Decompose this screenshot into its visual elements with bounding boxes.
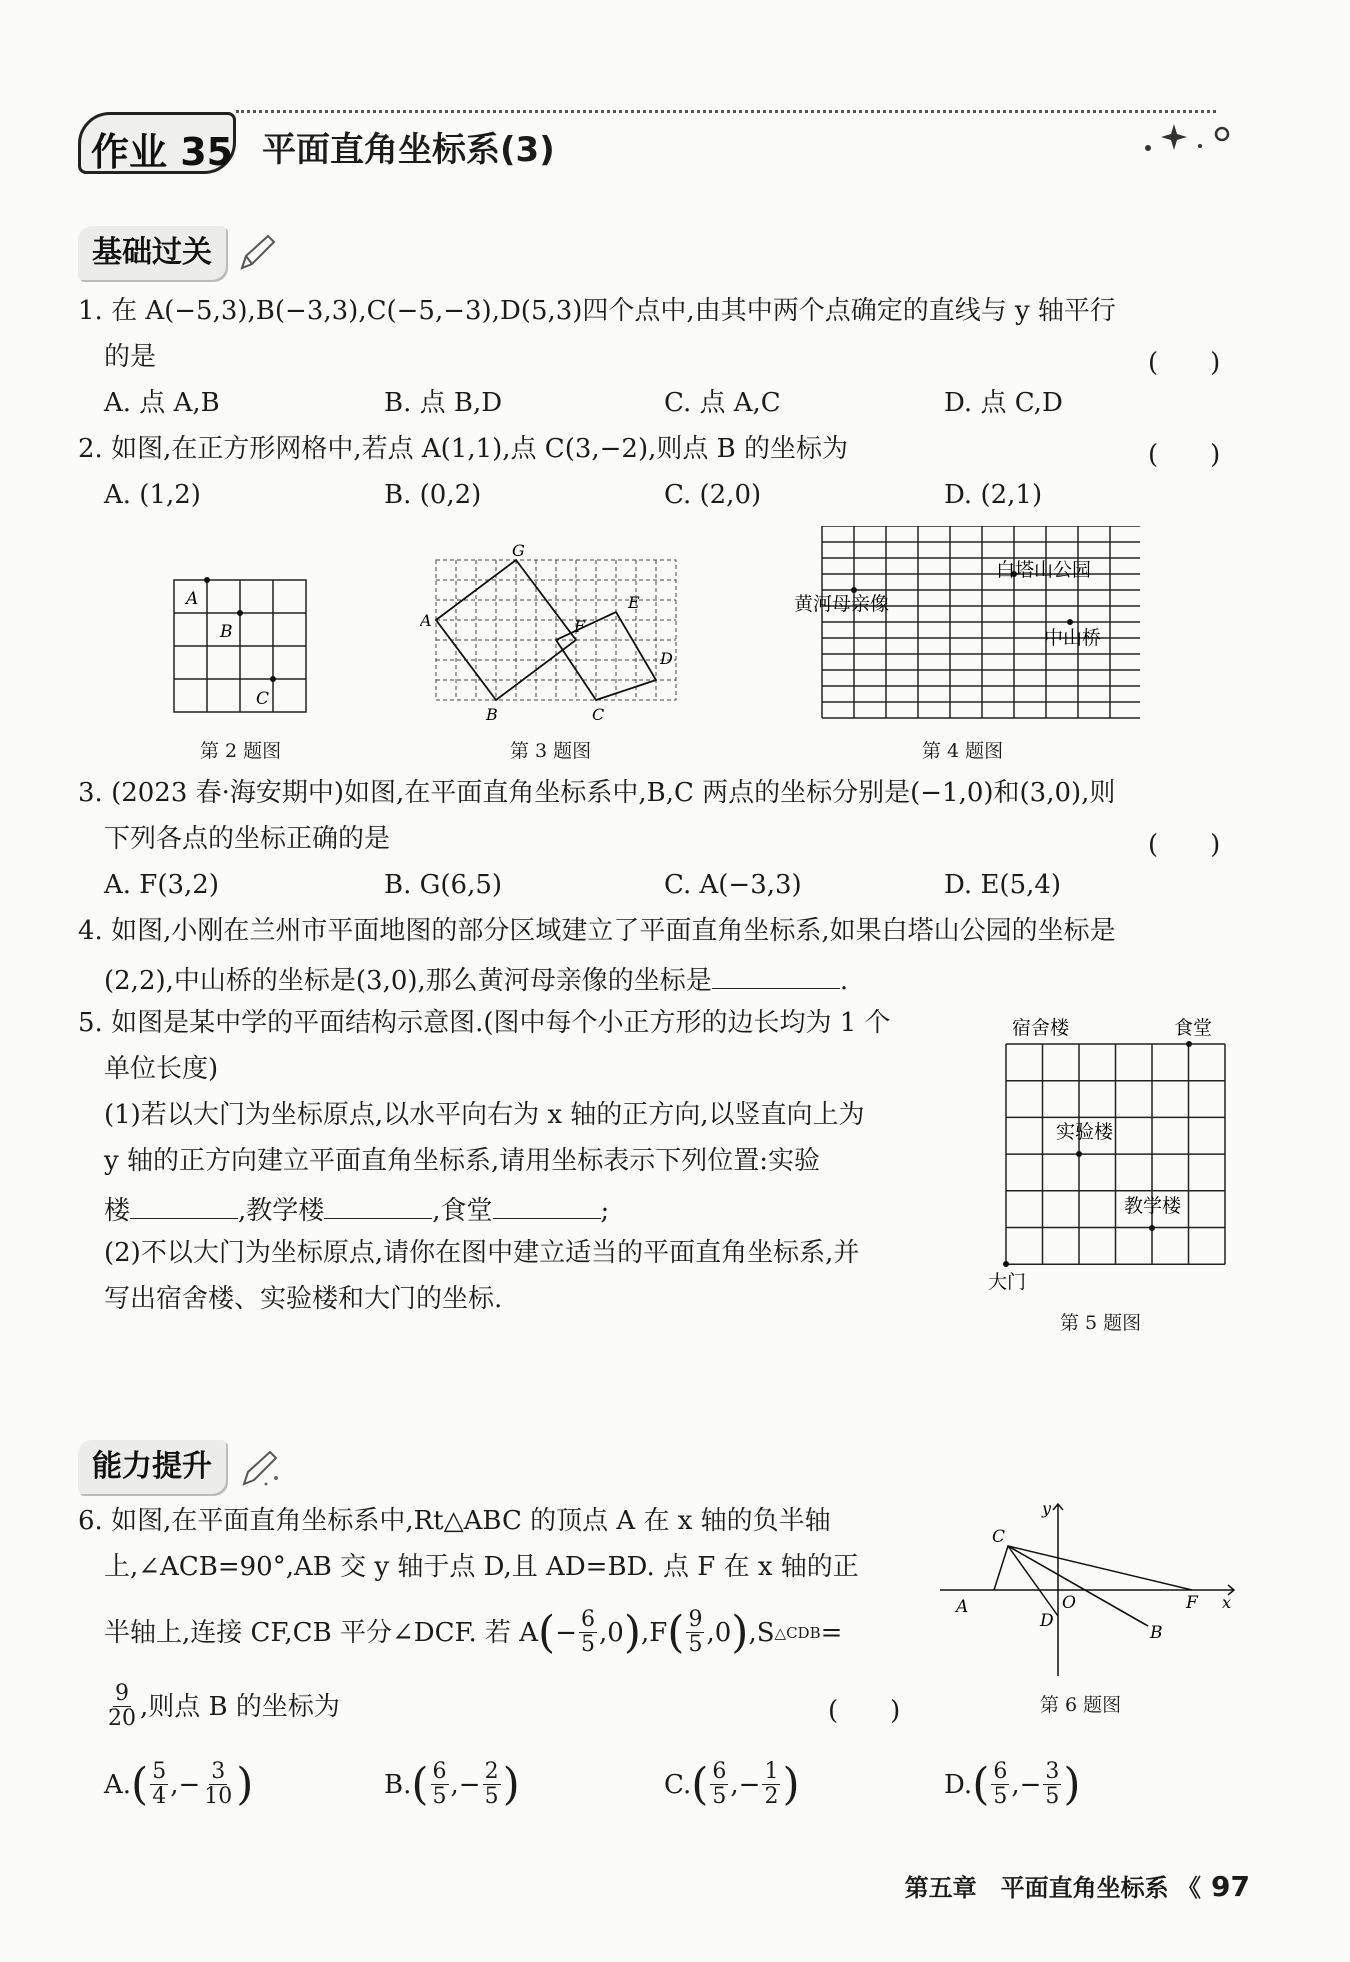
q3-stem-line2: 下列各点的坐标正确的是 (104, 824, 391, 854)
q4-stem-line2-text: (2,2),中山桥的坐标是(3,0),那么黄河母亲像的坐标是 (104, 966, 712, 996)
q5-teaching-blank[interactable] (324, 1192, 432, 1219)
q2-option-a: A. (1,2) (104, 480, 201, 510)
q5-label-canteen: ,食堂 (432, 1196, 493, 1226)
q4-stem-line2 (104, 962, 848, 996)
fig2-label-a: A (186, 589, 199, 609)
fig5-label-canteen: 食堂 (1174, 1017, 1213, 1039)
fig3-label-a: A (420, 611, 432, 630)
section-advanced (78, 1440, 226, 1494)
assignment-badge-text: 作业 35 (91, 130, 234, 174)
fig5-label-lab: 实验楼 (1056, 1121, 1114, 1143)
q5-semicolon: ; (600, 1196, 610, 1226)
q5-canteen-blank[interactable] (493, 1192, 601, 1219)
q3-option-b: B. G(6,5) (384, 870, 503, 900)
figure-2-grid (160, 570, 320, 720)
fig3-label-g: G (512, 541, 525, 560)
q2-option-b: B. (0,2) (384, 480, 482, 510)
q6-frac-f: $\frac{9}{5}$ (688, 1607, 703, 1657)
q5-label-teaching: ,教学楼 (238, 1196, 325, 1226)
q6-stem-line2: 上,∠ACB=90°,AB 交 y 轴于点 D,且 AD=BD. 点 F 在 x 轴的正 (104, 1552, 859, 1582)
q1-stem-line1: 1. 在 A(−5,3),B(−3,3),C(−5,−3),D(5,3)四个点中,由其中两个点确定的直线与 y 轴平行 (78, 296, 1116, 326)
q1-option-a: A. 点 A,B (104, 388, 220, 418)
fig4-caption: 第 4 题图 (922, 740, 1004, 762)
q5-part2-line2: 写出宿舍楼、实验楼和大门的坐标. (104, 1284, 503, 1314)
pencil-icon (236, 232, 278, 274)
q1-option-c: C. 点 A,C (664, 388, 781, 418)
fig5-label-gate: 大门 (988, 1271, 1027, 1293)
q4-answer-blank[interactable] (712, 962, 840, 989)
q5-part1-line2: y 轴的正方向建立平面直角坐标系,请用坐标表示下列位置:实验 (104, 1146, 820, 1176)
q6-stem-line4: $\frac{9}{20}$ ,则点 B 的坐标为 (108, 1681, 340, 1731)
figure-6-coordinate-plane (936, 1500, 1246, 1680)
figure-3-grid (420, 540, 690, 730)
q1-option-d: D. 点 C,D (944, 388, 1063, 418)
q5-lab-blank[interactable] (130, 1192, 238, 1219)
figure-4-map-grid (790, 526, 1140, 724)
fig3-caption: 第 3 题图 (510, 740, 592, 762)
fig6-label-a: A (956, 1597, 969, 1617)
header-dotted-rule (236, 110, 1216, 113)
fig3-label-e: E (628, 593, 640, 612)
figure-5-school-grid (988, 1008, 1248, 1298)
q5-part1-line3 (104, 1192, 609, 1226)
fig6-label-b: B (1150, 1623, 1163, 1643)
page-number: 97 (1211, 1870, 1250, 1903)
fig3-label-c: C (592, 705, 605, 724)
fig2-label-b: B (220, 622, 233, 642)
fig5-caption: 第 5 题图 (1060, 1312, 1142, 1334)
fig2-label-c: C (256, 689, 270, 709)
page-footer (905, 1868, 1250, 1903)
fig3-label-f: F (574, 617, 586, 636)
sparkle-decoration-icon (1140, 116, 1240, 156)
section-basic-title: 基础过关 (92, 235, 212, 270)
q2-option-d: D. (2,1) (944, 480, 1043, 510)
fig4-label-baitashan: 白塔山公园 (996, 559, 1092, 581)
q6-option-a: A. ( $\frac{5}{4}$ ,− $\frac{3}{10}$ ) (104, 1758, 254, 1810)
sparkle-pencil-icon (236, 1446, 284, 1490)
fig3-label-b: B (486, 705, 498, 724)
fig6-label-d: D (1040, 1611, 1054, 1631)
q2-stem-line1: 2. 如图,在正方形网格中,若点 A(1,1),点 C(3,−2),则点 B 的坐标为 (78, 434, 849, 464)
q2-answer-paren: ( ) (1148, 440, 1221, 470)
q6-option-b: B. ( $\frac{6}{5}$ ,− $\frac{2}{5}$ ) (384, 1758, 520, 1810)
q1-option-b: B. 点 B,D (384, 388, 503, 418)
q5-stem-line2: 单位长度) (104, 1054, 219, 1084)
q3-option-d: D. E(5,4) (944, 870, 1062, 900)
q4-period: . (839, 966, 849, 996)
q3-stem-line1: 3. (2023 春·海安期中)如图,在平面直角坐标系中,B,C 两点的坐标分别是(−1,0)和(3,0),则 (78, 778, 1116, 808)
section-advanced-title: 能力提升 (92, 1449, 212, 1484)
page-title: 平面直角坐标系(3) (262, 130, 555, 170)
section-basic (78, 226, 226, 280)
fig5-label-dorm: 宿舍楼 (1012, 1017, 1070, 1039)
q4-stem-line1: 4. 如图,小刚在兰州市平面地图的部分区域建立了平面直角坐标系,如果白塔山公园的坐标是 (78, 916, 1116, 946)
q6-frac-a: $\frac{6}{5}$ (581, 1607, 595, 1657)
fig2-caption: 第 2 题图 (200, 740, 282, 762)
q6-line3-text: 半轴上,连接 CF,CB 平分∠DCF. 若 A (104, 1617, 539, 1648)
q3-option-c: C. A(−3,3) (664, 870, 802, 900)
fig4-label-zhongshan: 中山桥 (1044, 627, 1102, 649)
q1-stem-line2: 的是 (104, 342, 157, 372)
q5-part2-line1: (2)不以大门为坐标原点,请你在图中建立适当的平面直角坐标系,并 (104, 1238, 860, 1268)
fig6-label-f: F (1186, 1593, 1198, 1613)
fig5-label-teaching: 教学楼 (1124, 1195, 1182, 1217)
q1-answer-paren: ( ) (1148, 348, 1221, 378)
q6-answer-paren: ( ) (828, 1696, 901, 1726)
fig6-caption: 第 6 题图 (1040, 1694, 1122, 1716)
fig6-label-o: O (1062, 1593, 1076, 1613)
q6-stem-line3: 半轴上,连接 CF,CB 平分∠DCF. 若 A ( − $\frac{6}{5}$ ,0 ) ,F ( $\frac{9}{5}$ ,0 ) ,S △CDB = (104, 1606, 843, 1658)
assignment-badge (78, 112, 236, 174)
fig6-label-x: x (1222, 1593, 1232, 1612)
fig6-label-c: C (992, 1527, 1006, 1547)
fig3-label-d: D (660, 649, 673, 668)
q6-stem-line1: 6. 如图,在平面直角坐标系中,Rt△ABC 的顶点 A 在 x 轴的负半轴 (78, 1506, 831, 1536)
q6-option-d: D. ( $\frac{6}{5}$ ,− $\frac{3}{5}$ ) (944, 1758, 1081, 1810)
q5-label-lab: 楼 (104, 1196, 131, 1226)
fig6-label-y: y (1042, 1500, 1052, 1518)
fig4-label-huanghe: 黄河母亲像 (794, 593, 890, 615)
q2-option-c: C. (2,0) (664, 480, 762, 510)
footer-chapter: 第五章 平面直角坐标系 《 (904, 1874, 1202, 1902)
q6-option-c: C. ( $\frac{6}{5}$ ,− $\frac{1}{2}$ ) (664, 1758, 800, 1810)
q5-part1-line1: (1)若以大门为坐标原点,以水平向右为 x 轴的正方向,以竖直向上为 (104, 1100, 865, 1130)
q3-option-a: A. F(3,2) (104, 870, 219, 900)
q6-frac-s: $\frac{9}{20}$ (108, 1681, 136, 1731)
q3-answer-paren: ( ) (1148, 830, 1221, 860)
q5-stem-line1: 5. 如图是某中学的平面结构示意图.(图中每个小正方形的边长均为 1 个 (78, 1008, 891, 1038)
